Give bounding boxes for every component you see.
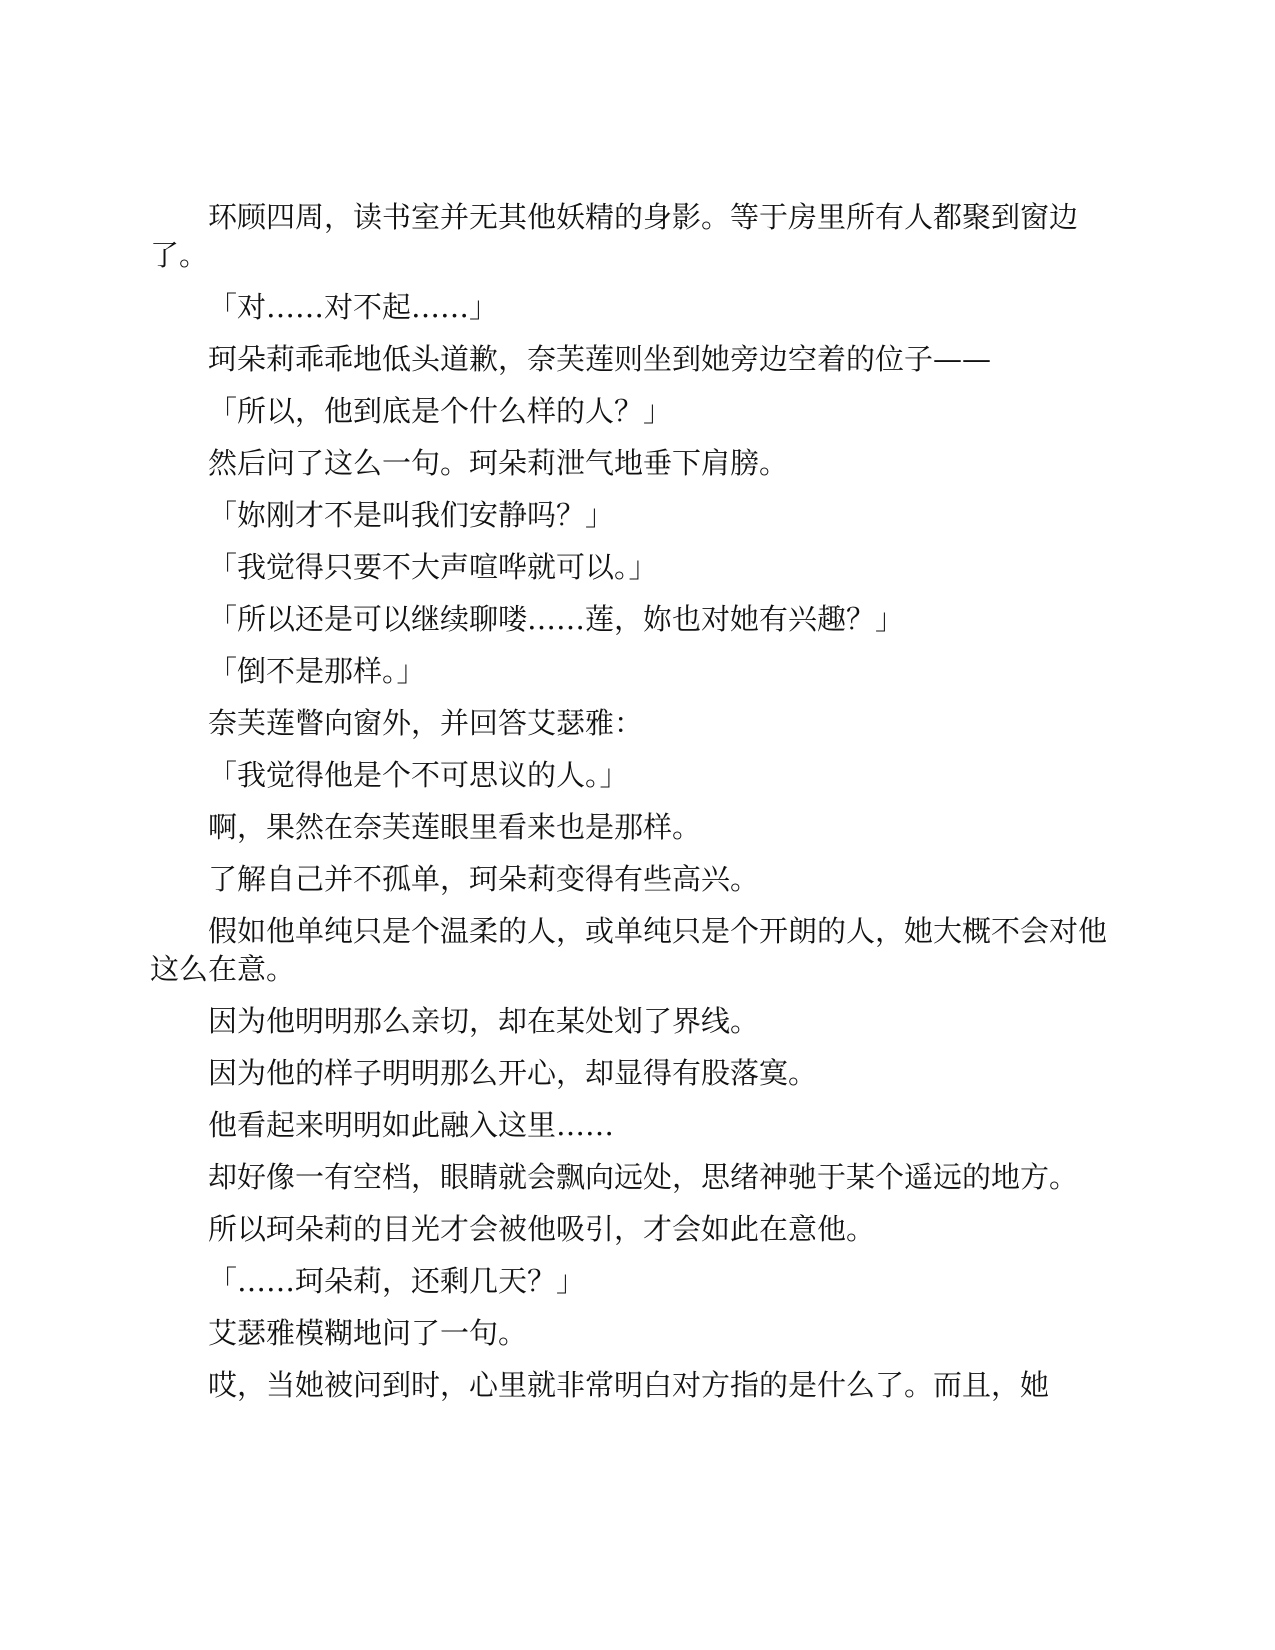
paragraph: 艾瑟雅模糊地问了一句。 — [208, 1316, 528, 1350]
paragraph: 假如他单纯只是个温柔的人，或单纯只是个开朗的人，她大概不会对他这么在意。 — [150, 914, 1108, 986]
paragraph: 哎，当她被问到时，心里就非常明白对方指的是什么了。而且，她 — [208, 1368, 1050, 1402]
paragraph: 珂朵莉乖乖地低头道歉，奈芙莲则坐到她旁边空着的位子—— — [208, 342, 992, 376]
paragraph: 因为他明明那么亲切，却在某处划了界线。 — [208, 1004, 760, 1038]
paragraph: 「妳刚才不是叫我们安静吗？」 — [208, 498, 615, 532]
paragraph: 环顾四周，读书室并无其他妖精的身影。等于房里所有人都聚到窗边了。 — [150, 200, 1079, 272]
paragraph: 「……珂朵莉，还剩几天？」 — [208, 1264, 586, 1298]
paragraph: 「我觉得只要不大声喧哗就可以。」 — [208, 550, 658, 584]
paragraph: 「对……对不起……」 — [208, 290, 499, 324]
paragraph: 「所以，他到底是个什么样的人？」 — [208, 394, 673, 428]
document-page — [150, 198, 1122, 1418]
paragraph: 「所以还是可以继续聊喽……莲，妳也对她有兴趣？」 — [208, 602, 905, 636]
paragraph: 然后问了这么一句。珂朵莉泄气地垂下肩膀。 — [208, 446, 789, 480]
paragraph: 「倒不是那样。」 — [208, 654, 426, 688]
paragraph: 却好像一有空档，眼睛就会飘向远处，思绪神驰于某个遥远的地方。 — [208, 1160, 1079, 1194]
paragraph: 啊，果然在奈芙莲眼里看来也是那样。 — [208, 810, 702, 844]
paragraph: 他看起来明明如此融入这里…… — [208, 1108, 615, 1142]
paragraph: 所以珂朵莉的目光才会被他吸引，才会如此在意他。 — [208, 1212, 876, 1246]
paragraph: 了解自己并不孤单，珂朵莉变得有些高兴。 — [208, 862, 760, 896]
paragraph: 因为他的样子明明那么开心，却显得有股落寞。 — [208, 1056, 818, 1090]
paragraph: 奈芙莲瞥向窗外，并回答艾瑟雅： — [208, 706, 644, 740]
paragraph: 「我觉得他是个不可思议的人。」 — [208, 758, 629, 792]
